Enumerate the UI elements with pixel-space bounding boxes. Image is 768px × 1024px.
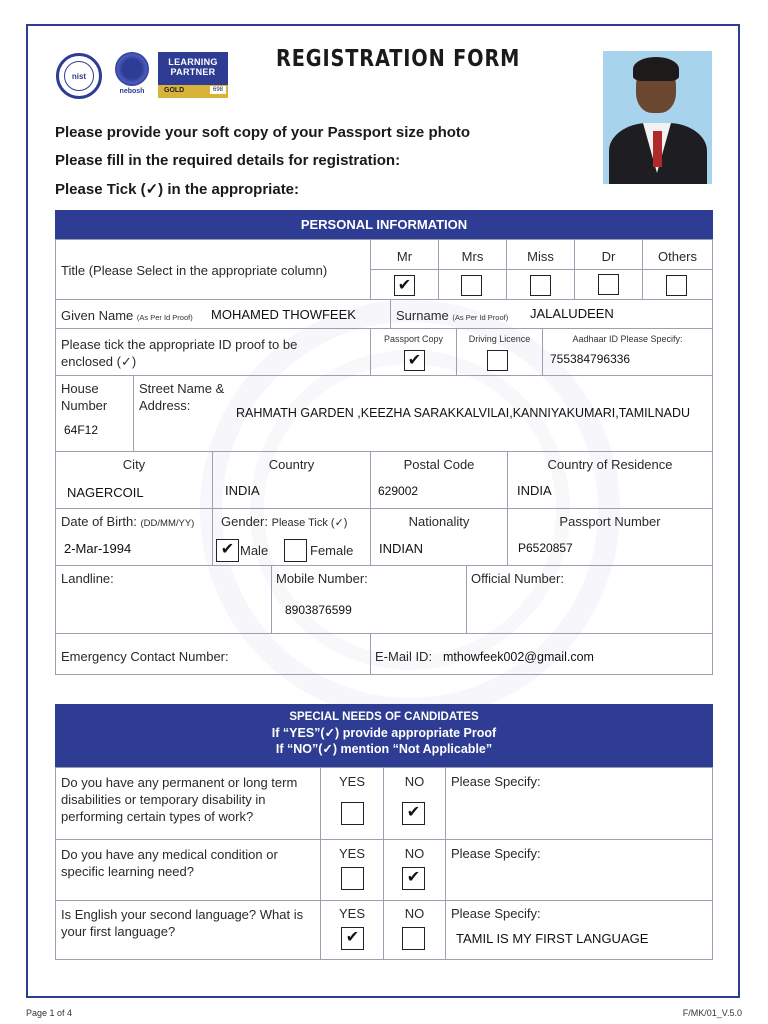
residence-field[interactable]: INDIA <box>517 483 552 498</box>
title-miss-checkbox[interactable] <box>530 275 551 296</box>
city-label: City <box>122 457 146 472</box>
title-option-dr: Dr <box>601 249 616 264</box>
title-label: Title (Please Select in the appropriate column) <box>61 263 328 278</box>
q3-specify-field[interactable]: TAMIL IS MY FIRST LANGUAGE <box>456 931 649 946</box>
country-field[interactable]: INDIA <box>225 483 260 498</box>
mobile-label: Mobile Number: <box>276 571 368 586</box>
question-english: Is English your second language? What is your first language? <box>61 907 304 939</box>
q3-no-label: NO <box>404 906 425 921</box>
gender-male-label: Male <box>240 543 269 558</box>
q1-yes-label: YES <box>338 774 365 789</box>
gold-band: GOLD 698 <box>158 85 228 98</box>
postal-code-field[interactable]: 629002 <box>378 484 419 498</box>
title-others-checkbox[interactable] <box>666 275 687 296</box>
title-option-miss: Miss <box>527 249 554 264</box>
passport-number-field[interactable]: P6520857 <box>518 541 573 555</box>
given-name-label: Given Name (As Per Id Proof) <box>61 308 193 323</box>
title-option-mr: Mr <box>396 249 413 264</box>
question-medical: Do you have any medical condition or specific learning need? <box>61 847 278 879</box>
passport-number-label: Passport Number <box>559 514 661 529</box>
house-number-label: House Number <box>61 381 108 413</box>
q3-specify-label: Please Specify: <box>451 906 541 921</box>
id-proof-label: Please tick the appropriate ID proof to be enclosed (✓) <box>61 337 298 369</box>
form-code: F/MK/01_V.5.0 <box>682 1008 742 1018</box>
page-number: Page 1 of 4 <box>26 1008 73 1018</box>
street-address-label: Street Name & Address: <box>139 381 225 413</box>
q1-specify-label: Please Specify: <box>451 774 541 789</box>
q2-no-label: NO <box>404 846 425 861</box>
q2-no-checkbox[interactable]: ✔ <box>402 867 425 890</box>
driving-licence-label: Driving Licence <box>468 334 531 344</box>
given-name-field[interactable]: MOHAMED THOWFEEK <box>211 307 356 322</box>
learning-partner-badge: LEARNING PARTNER GOLD 698 <box>158 52 228 98</box>
city-field[interactable]: NAGERCOIL <box>67 485 144 500</box>
emergency-contact-label: Emergency Contact Number: <box>61 649 229 664</box>
special-needs-heading: SPECIAL NEEDS OF CANDIDATES If “YES”(✓) provide appropriate Proof If “NO”(✓) mention “Not Applicable” <box>55 704 713 768</box>
passport-copy-label: Passport Copy <box>383 334 444 344</box>
nationality-field[interactable]: INDIAN <box>379 541 424 556</box>
gender-label: Gender: Please Tick (✓) <box>221 514 348 529</box>
passport-copy-checkbox[interactable]: ✔ <box>404 350 425 371</box>
house-number-field[interactable]: 64F12 <box>64 423 99 437</box>
q1-no-checkbox[interactable]: ✔ <box>402 802 425 825</box>
form-title: REGISTRATION FORM <box>276 46 521 72</box>
q2-specify-label: Please Specify: <box>451 846 541 861</box>
intro-line-details: Please fill in the required details for registration: <box>55 152 401 169</box>
title-mr-checkbox[interactable]: ✔ <box>394 275 415 296</box>
residence-label: Country of Residence <box>547 457 673 472</box>
q3-yes-label: YES <box>338 906 365 921</box>
nist-logo: nist <box>56 53 102 99</box>
landline-label: Landline: <box>61 571 114 586</box>
official-number-label: Official Number: <box>471 571 564 586</box>
surname-field[interactable]: JALALUDEEN <box>530 306 614 321</box>
q1-yes-checkbox[interactable] <box>341 802 364 825</box>
q2-yes-label: YES <box>338 846 365 861</box>
aadhaar-label: Aadhaar ID Please Specify: <box>572 334 683 344</box>
title-dr-checkbox[interactable] <box>598 274 619 295</box>
title-option-mrs: Mrs <box>461 249 484 264</box>
intro-line-tick: Please Tick (✓) in the appropriate: <box>55 181 300 198</box>
street-address-field[interactable]: RAHMATH GARDEN ,KEEZHA SARAKKALVILAI,KANNIYAKUMARI,TAMILNADU <box>236 406 691 420</box>
intro-line-photo: Please provide your soft copy of your Passport size photo <box>55 124 471 141</box>
surname-label: Surname (As Per Id Proof) <box>396 308 509 323</box>
nationality-label: Nationality <box>408 514 470 529</box>
question-disability: Do you have any permanent or long term disabilities or temporary disability in performing certain types of work? <box>61 775 298 824</box>
nebosh-emblem <box>115 52 149 86</box>
driving-licence-checkbox[interactable] <box>487 350 508 371</box>
email-field[interactable]: mthowfeek002@gmail.com <box>443 650 594 664</box>
country-label: Country <box>268 457 315 472</box>
postal-code-label: Postal Code <box>403 457 475 472</box>
email-label: E-Mail ID: <box>375 649 433 664</box>
aadhaar-field[interactable]: 755384796336 <box>550 352 631 366</box>
dob-label: Date of Birth: (DD/MM/YY) <box>61 514 195 529</box>
gender-female-label: Female <box>310 543 354 558</box>
q1-no-label: NO <box>404 774 425 789</box>
mobile-field[interactable]: 8903876599 <box>285 603 352 617</box>
dob-field[interactable]: 2-Mar-1994 <box>64 541 132 556</box>
title-option-others: Others <box>657 249 697 264</box>
gender-male-checkbox[interactable]: ✔ <box>216 539 239 562</box>
nebosh-logo: nebosh <box>112 52 152 100</box>
title-mrs-checkbox[interactable] <box>461 275 482 296</box>
passport-photo <box>603 51 712 184</box>
q2-yes-checkbox[interactable] <box>341 867 364 890</box>
gender-female-checkbox[interactable] <box>284 539 307 562</box>
q3-yes-checkbox[interactable]: ✔ <box>341 927 364 950</box>
personal-info-heading: PERSONAL INFORMATION <box>55 210 713 239</box>
q3-no-checkbox[interactable] <box>402 927 425 950</box>
